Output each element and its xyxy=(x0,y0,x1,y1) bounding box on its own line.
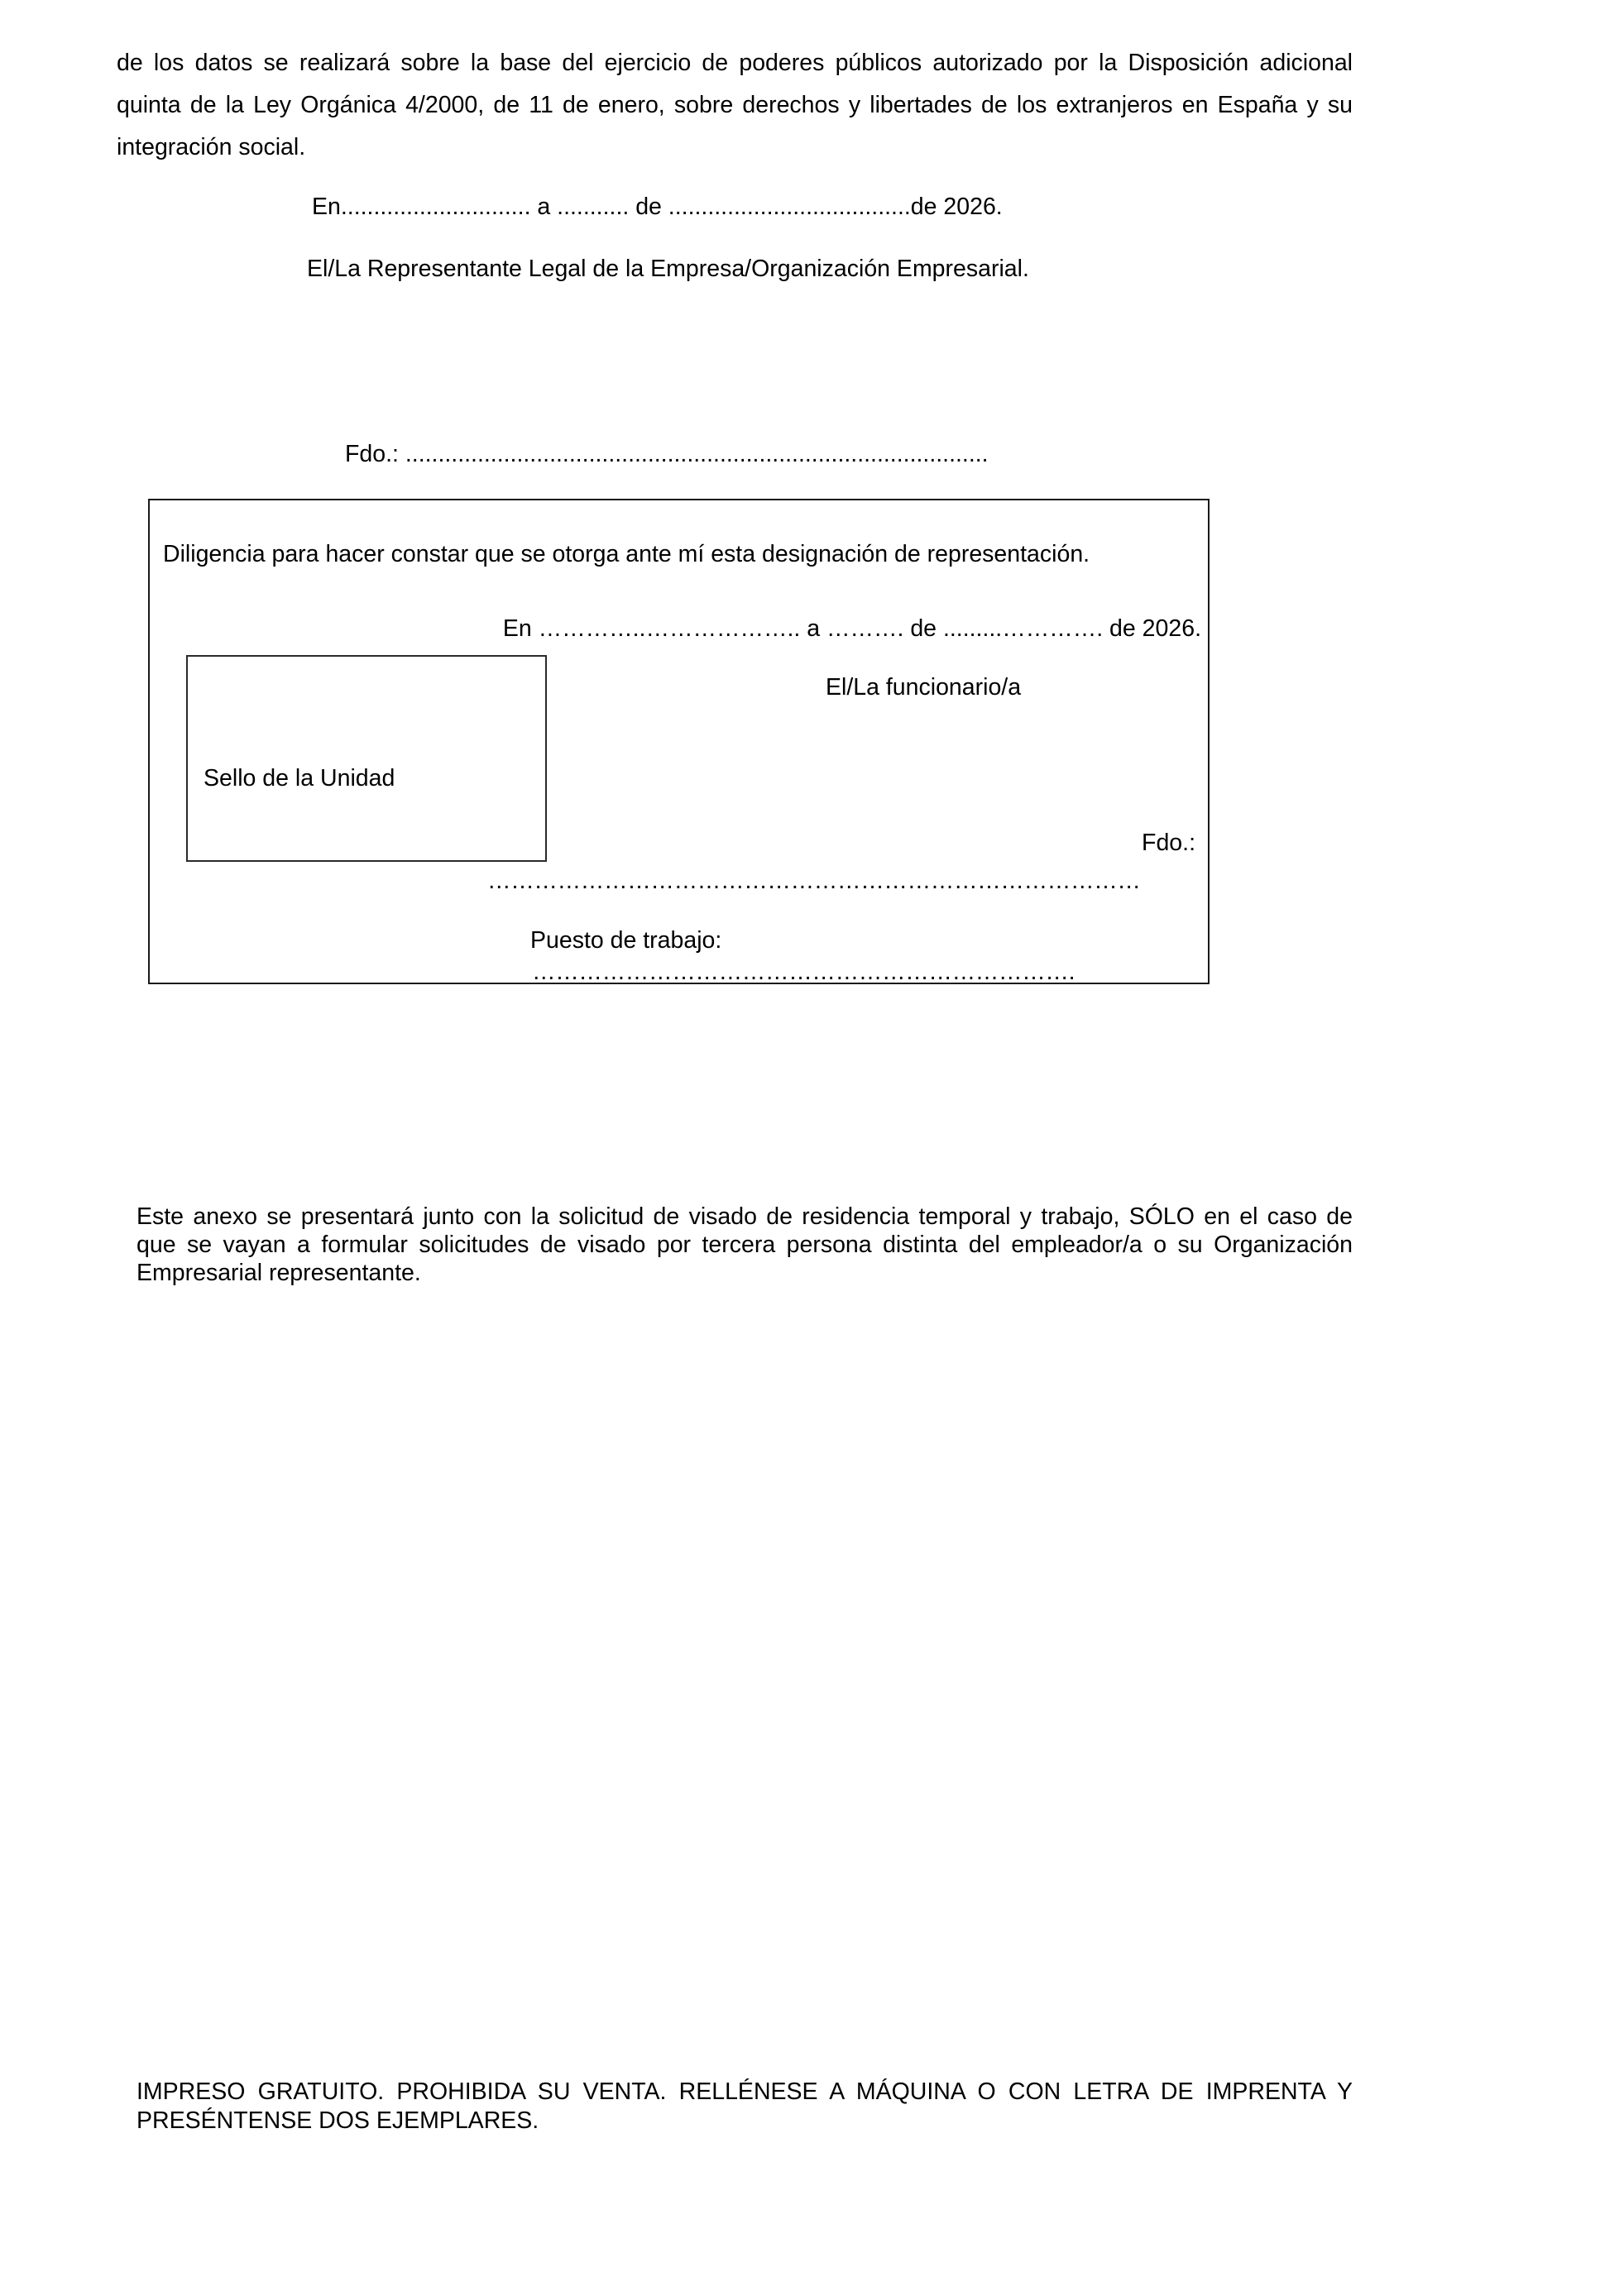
position-dots: ……………………………………………………………. xyxy=(532,960,1075,984)
official-title: El/La funcionario/a xyxy=(826,674,1022,701)
official-signature-dots: ………………………………………………………………………… xyxy=(487,869,1141,893)
signatory-title: El/La Representante Legal de la Empresa/Organización Empresarial. xyxy=(307,256,1029,282)
paragraph-line: que se vayan a formular solicitudes de visado por tercera persona distinta del empleador/a o su Organización xyxy=(137,1232,1353,1258)
position-label: Puesto de trabajo: xyxy=(530,927,722,954)
paragraph-line: integración social. xyxy=(117,134,306,160)
stamp-label: Sello de la Unidad xyxy=(204,765,395,792)
paragraph-line: Empresarial representante. xyxy=(137,1260,421,1286)
diligencia-date-line: En …………..……………….. a ………. de .........…………. de 2026. xyxy=(502,615,1201,642)
diligencia-statement: Diligencia para hacer constar que se otorga ante mí esta designación de representación. xyxy=(163,541,1090,567)
official-signature-label: Fdo.: xyxy=(1142,830,1195,856)
representative-signature-line: Fdo.: ......................................................................................... xyxy=(345,441,989,467)
data-protection-paragraph xyxy=(117,42,1353,169)
paragraph-line: Este anexo se presentará junto con la solicitud de visado de residencia temporal y trabajo, SÓLO en el caso de xyxy=(137,1203,1353,1230)
annex-note-paragraph xyxy=(137,1203,1353,1287)
signature-date-line: En............................. a ........... de .....................................de 2026. xyxy=(312,194,1003,220)
paragraph-line: de los datos se realizará sobre la base del ejercicio de poderes públicos autorizado por la Disposición adicional xyxy=(117,50,1353,76)
footer-line: PRESÉNTENSE DOS EJEMPLARES. xyxy=(137,2107,539,2134)
stamp-box xyxy=(186,655,547,862)
paragraph-line: quinta de la Ley Orgánica 4/2000, de 11 de enero, sobre derechos y libertades de los extranjeros en España y su xyxy=(117,92,1353,118)
footer-notice xyxy=(137,2078,1353,2136)
footer-line: IMPRESO GRATUITO. PROHIBIDA SU VENTA. RELLÉNESE A MÁQUINA O CON LETRA DE IMPRENTA Y xyxy=(137,2078,1353,2105)
